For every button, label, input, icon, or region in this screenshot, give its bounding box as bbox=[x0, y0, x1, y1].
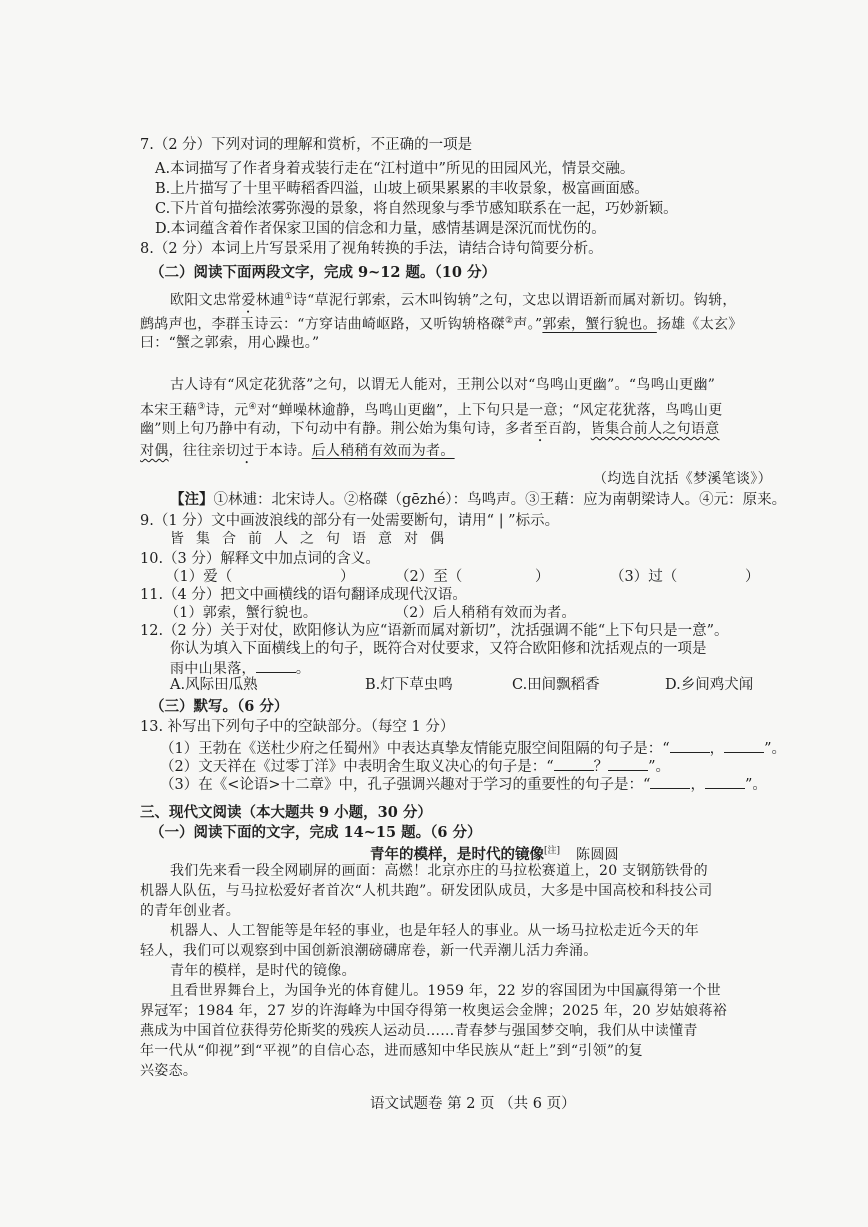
q7-option-a: A.本词描写了作者身着戎装行走在“江村道中”所见的田园风光，情景交融。 bbox=[155, 161, 635, 177]
article-p4-line1: 且看世界舞台上，为国争光的体育健儿。1959 年，22 岁的容国团为中国赢得第一个世 bbox=[170, 983, 721, 999]
article-p4-line2: 界冠军；1984 年，27 岁的许海峰为中国夺得第一枚奥运会金牌；2025 年，20 岁姑娘蒋裕 bbox=[140, 1003, 728, 1019]
q11-stem: 11.（4 分）把文中画横线的语句翻译成现代汉语。 bbox=[140, 587, 467, 603]
passage2-line2: 本宋王藉③诗，元④对“蝉噪林逾静，鸟鸣山更幽”，上下句只是一意；“风定花犹落，鸟鸣山更 bbox=[140, 402, 723, 419]
q13-stem: 13. 补写出下列句子中的空缺部分。（每空 1 分） bbox=[140, 719, 455, 735]
q12-option-b: B.灯下草虫鸣 bbox=[365, 677, 453, 693]
article-p1-line3: 的青年创业者。 bbox=[140, 903, 241, 919]
article-p3: 青年的模样，是时代的镜像。 bbox=[170, 963, 356, 979]
q10-item-2: （2）至（ bbox=[395, 569, 463, 585]
wavy-sentence-part1: 皆集合前人之句语意 bbox=[590, 421, 720, 437]
answer-blank bbox=[724, 738, 764, 753]
article-p2-line2: 轻人，我们可以观察到中国创新浪潮磅礴席卷，新一代弄潮儿活力奔涌。 bbox=[140, 943, 598, 959]
article-title-line bbox=[370, 842, 619, 864]
passage1-line3: 曰：“蟹之郭索，用心躁也。” bbox=[140, 335, 320, 351]
q9-sentence: 皆集合前人之句语意对偶 bbox=[170, 531, 456, 547]
underlined-sentence-2: 后人稍稍有效而为者。 bbox=[311, 443, 455, 459]
answer-blank bbox=[256, 658, 296, 673]
q12-option-c: C.田间飘稻香 bbox=[512, 677, 600, 693]
answer-blank bbox=[554, 756, 594, 771]
part3-heading: 三、现代文阅读（本大题共 9 小题，30 分） bbox=[140, 804, 432, 821]
dotted-word-guo: 过 bbox=[240, 443, 255, 459]
section3-heading: （三）默写。（6 分） bbox=[150, 698, 289, 715]
note-marker-4: ④ bbox=[248, 402, 257, 412]
part3-subheading: （一）阅读下面的文字，完成 14~15 题。（6 分） bbox=[150, 824, 482, 841]
annotation-note: 【注】①林逋：北宋诗人。②格磔（gēzhé）：鸟鸣声。③王藉：应为南朝梁诗人。④元：原来。 bbox=[170, 491, 787, 508]
dotted-word-zhi: 至 bbox=[533, 421, 548, 437]
article-author: 陈圆圆 bbox=[576, 846, 619, 863]
article-p1-line1: 我们先来看一段全网刷屏的画面：高燃！北京亦庄的马拉松赛道上，20 支钢筋铁骨的 bbox=[170, 863, 708, 879]
q10-item-3: （3）过（ bbox=[610, 569, 678, 585]
article-p4-line5: 兴姿态。 bbox=[140, 1063, 198, 1079]
article-p1-line2: 机器人队伍，与马拉松爱好者首次“人机共跑”。研发团队成员，大多是中国高校和科技公司 bbox=[140, 883, 713, 899]
q7-option-c: C.下片首句描绘浓雾弥漫的景象，将自然现象与季节感知联系在一起，巧妙新颖。 bbox=[155, 201, 678, 217]
article-p2-line1: 机器人、人工智能等是年轻的事业，也是年轻人的事业。从一场马拉松走近今天的年 bbox=[170, 923, 700, 939]
q7-option-d: D.本词蕴含着作者保家卫国的信念和力量，感情基调是深沉而忧伤的。 bbox=[155, 221, 606, 237]
answer-blank bbox=[650, 774, 690, 789]
dotted-word-ai: 爱 bbox=[241, 292, 256, 309]
passage-source: （均选自沈括《梦溪笔谈》） bbox=[593, 471, 772, 487]
note-marker-1: ① bbox=[284, 292, 293, 302]
passage1-line2: 鹧鸪声也，李群玉诗云：“方穿诘曲崎岖路，又听钩辀格磔②声。”郭索，蟹行貌也。扬雄《太玄》 bbox=[140, 316, 743, 333]
section2-heading: （二）阅读下面两段文字，完成 9~12 题。（10 分） bbox=[150, 264, 496, 281]
wavy-sentence-part2: 对偶 bbox=[140, 443, 169, 459]
q10-item-3-close: ） bbox=[745, 569, 760, 585]
title-note-marker: [注] bbox=[544, 846, 561, 856]
q13-item-3: （3）在《<论语>十二章》中，孔子强调兴趣对于学习的重要性的句子是：“ ， ”。 bbox=[160, 774, 767, 794]
page-footer: 语文试题卷 第 2 页 （共 6 页） bbox=[370, 1096, 576, 1112]
q12-line3: 雨中山果落， 。 bbox=[170, 658, 310, 678]
q8-stem: 8.（2 分）本词上片写景采用了视角转换的手法，请结合诗句简要分析。 bbox=[140, 241, 603, 257]
note-marker-3: ③ bbox=[197, 402, 206, 412]
q10-stem: 10.（3 分）解释文中加点词的含义。 bbox=[140, 551, 380, 567]
underlined-sentence-1: 郭索，蟹行貌也。 bbox=[542, 316, 657, 333]
q7-option-b: B.上片描写了十里平畴稻香四溢，山坡上硕果累累的丰收景象，极富画面感。 bbox=[155, 181, 649, 197]
answer-blank bbox=[670, 738, 710, 753]
q13-item-1: （1）王勃在《送杜少府之任蜀州》中表达真挚友情能克服空间阻隔的句子是：“ ， ”。 bbox=[160, 738, 786, 758]
article-title: 青年的模样，是时代的镜像 bbox=[370, 845, 544, 863]
q11-item-2: （2）后人稍稍有效而为者。 bbox=[395, 605, 576, 621]
q12-option-d: D.乡间鸡犬闻 bbox=[665, 677, 754, 693]
q12-line1: 12.（2 分）关于对仗，欧阳修认为应“语新而属对新切”，沈括强调不能“上下句只是一意”。 bbox=[140, 623, 729, 639]
answer-blank bbox=[705, 774, 745, 789]
answer-blank bbox=[608, 756, 648, 771]
passage2-line4: 对偶，往往亲切过于本诗。后人稍稍有效而为者。 bbox=[140, 443, 455, 459]
q11-item-1: （1）郭索，蟹行貌也。 bbox=[165, 605, 318, 621]
article-p4-line4: 年一代从“仰视”到“平视”的自信心态，进而感知中华民族从“赶上”到“引领”的复 bbox=[140, 1043, 643, 1059]
passage2-line3: 幽”则上句乃静中有动，下句动中有静。荆公始为集句诗，多者至百韵，皆集合前人之句语意 bbox=[140, 421, 720, 437]
q9-stem: 9.（1 分）文中画波浪线的部分有一处需要断句，请用“ | ”标示。 bbox=[140, 513, 560, 529]
q13-item-2: （2）文天祥在《过零丁洋》中表明舍生取义决心的句子是：“ ？ ”。 bbox=[160, 756, 670, 776]
q12-option-a: A.风际田瓜熟 bbox=[170, 677, 258, 693]
passage1-line1: 欧阳文忠常爱林逋①诗“草泥行郭索，云木叫钩辀”之句，文忠以谓语新而属对新切。钩辀， bbox=[170, 292, 737, 309]
article-p4-line3: 燕成为中国首位获得劳伦斯奖的残疾人运动员……青春梦与强国梦交响，我们从中读懂青 bbox=[140, 1023, 698, 1039]
note-marker-2: ② bbox=[504, 316, 514, 326]
q7-stem: 7.（2 分）下列对词的理解和赏析，不正确的一项是 bbox=[140, 137, 473, 153]
passage2-line1: 古人诗有“风定花犹落”之句，以谓无人能对，王荆公以对“鸟鸣山更幽”。“鸟鸣山更幽” bbox=[170, 377, 716, 393]
q12-line2: 你认为填入下面横线上的句子，既符合对仗要求，又符合欧阳修和沈括观点的一项是 bbox=[170, 641, 707, 657]
q10-item-1-close: ） bbox=[340, 569, 355, 585]
q10-item-1: （1）爱（ bbox=[165, 569, 233, 585]
q10-item-2-close: ） bbox=[535, 569, 550, 585]
